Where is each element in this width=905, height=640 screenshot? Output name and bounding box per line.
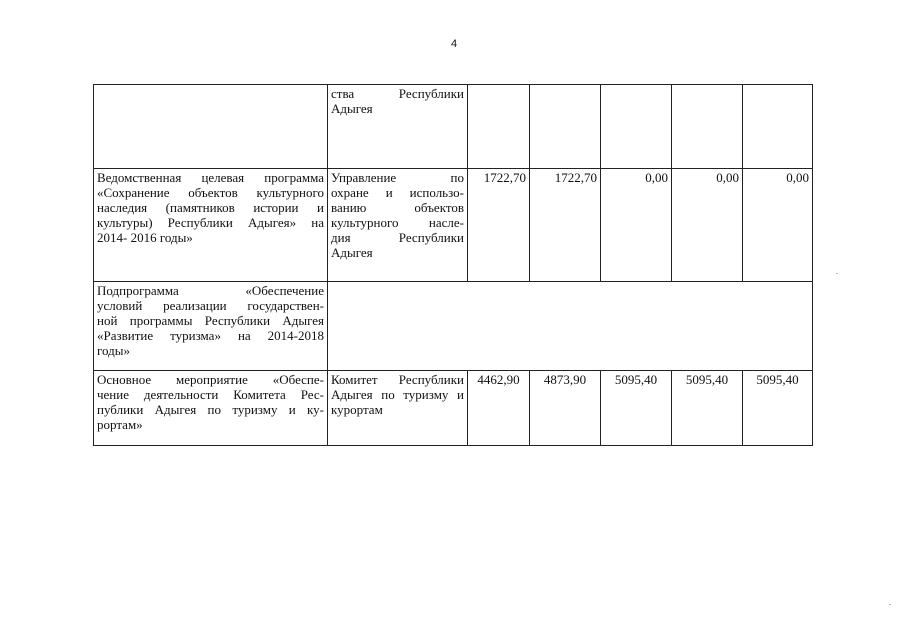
value-cell: 1722,70: [468, 169, 530, 282]
page-number: 4: [450, 38, 458, 50]
program-name-line: ной программы Республики Адыгея: [97, 313, 324, 328]
org-line: охране и использо-: [331, 185, 464, 200]
program-name-line: условий реализации государствен-: [97, 298, 324, 313]
value-cell: 1722,70: [530, 169, 601, 282]
value-cell: 5095,40: [672, 371, 743, 446]
program-name-line: «Сохранение объектов культурного: [97, 185, 324, 200]
value-cell: 5095,40: [601, 371, 672, 446]
program-name-line: годы»: [97, 343, 130, 358]
table-row: [94, 85, 813, 169]
program-name-line: чение деятельности Комитета Рес-: [97, 387, 324, 402]
merged-empty-cell: [328, 282, 813, 371]
program-name-line: Подпрограмма «Обеспечение: [97, 283, 324, 298]
org-line: курортам: [331, 402, 383, 417]
org-line: Управление по: [331, 170, 464, 185]
org-line: ства Республики: [331, 86, 464, 101]
responsible-org-cell: [328, 169, 468, 282]
budget-table: [93, 84, 813, 446]
table-row: [94, 169, 813, 282]
org-line: дия Республики: [331, 230, 464, 245]
org-line: Адыгея: [331, 101, 373, 116]
program-name-cell: [94, 282, 328, 371]
program-name-cell: [94, 371, 328, 446]
table-row: [94, 371, 813, 446]
org-line: ванию объектов: [331, 200, 464, 215]
responsible-org-cell: [328, 371, 468, 446]
table-row: [94, 282, 813, 371]
program-name-line: культуры) Республики Адыгея» на: [97, 215, 324, 230]
program-name-line: Ведомственная целевая программа: [97, 170, 324, 185]
program-name-line: 2014- 2016 годы»: [97, 230, 193, 245]
value-cell: [672, 85, 743, 169]
org-line: Адыгея: [331, 245, 373, 260]
org-line: Адыгея по туризму и: [331, 387, 464, 402]
value-cell: 0,00: [743, 169, 813, 282]
value-cell: [530, 85, 601, 169]
value-cell: 4873,90: [530, 371, 601, 446]
program-name-cell: [94, 85, 328, 169]
value-cell: 4462,90: [468, 371, 530, 446]
value-cell: [468, 85, 530, 169]
program-name-line: наследия (памятников истории и: [97, 200, 324, 215]
program-name-line: публики Адыгея по туризму и ку-: [97, 402, 324, 417]
value-cell: [601, 85, 672, 169]
value-cell: 5095,40: [743, 371, 813, 446]
value-cell: [743, 85, 813, 169]
program-name-cell: [94, 169, 328, 282]
program-name-line: рортам»: [97, 417, 143, 432]
scan-speck: [889, 604, 891, 605]
org-line: культурного насле-: [331, 215, 464, 230]
responsible-org-cell: [328, 85, 468, 169]
value-cell: 0,00: [672, 169, 743, 282]
program-name-line: Основное мероприятие «Обеспе-: [97, 372, 324, 387]
org-line: Комитет Республики: [331, 372, 464, 387]
program-name-line: «Развитие туризма» на 2014-2018: [97, 328, 324, 343]
scan-speck: [836, 273, 838, 274]
value-cell: 0,00: [601, 169, 672, 282]
